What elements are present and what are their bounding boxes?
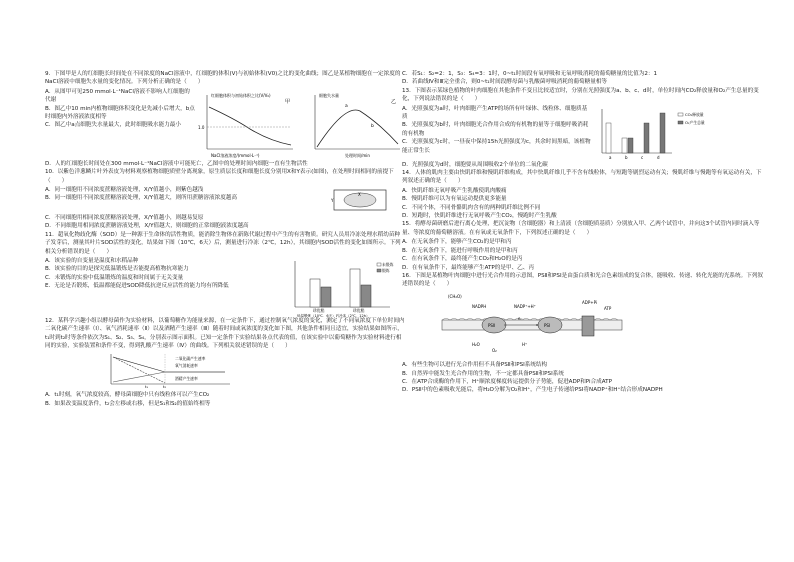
q14-option-b: B．慢肌纤维可以为有氧运动提供更多能量 bbox=[402, 196, 507, 203]
q11-bar-chart bbox=[285, 257, 400, 317]
q10-option-a: A．同一细胞用不同浓度蔗糖溶液处理，X/Y值越小，则紫色越浅 bbox=[45, 187, 204, 194]
q10-option-b: B．同一细胞用不同浓度蔗糖溶液处理，X/Y值越大，则所用蔗糖溶液浓度越高 bbox=[45, 195, 237, 202]
q12-line-2-label: 氧气消耗速率 bbox=[175, 362, 198, 368]
q14-stem: 14．人体的肌肉主要由快肌纤维和慢肌纤维构成，其中快肌纤维几乎不含有线粒体，与短跑等剧烈运动有关；慢肌纤维与慢跑等有氧运动有关，下列叙述正确的是（ ） bbox=[402, 170, 762, 185]
q13-bar-co2-b bbox=[622, 138, 627, 153]
q9-stem: 9．下图甲是人的红细胞长时间处在不同浓度的NaCl溶液中，红细胞的体积(V)与初始体积(V0)之比的变化曲线；图乙是某植物细胞在一定浓度的NaCl溶液中细胞失水量的变化情况。下列分析正确的是（ ） bbox=[45, 71, 401, 86]
q10-y-label: Y bbox=[331, 198, 334, 204]
q12-stem: 12．某科学兴趣小组以酵母菌作为实验材料，以葡萄糖作为能量来源，在一定条件下，通过控制氧气浓度的变化，测定了不同氧浓度下单位时间内二氧化碳产生速率（Ⅰ）、氧气消耗速率（Ⅱ）以及酒精产生速率（Ⅲ）随着时间或氧浓度的变化如下图，其他条件相同且适宜，实验结果如图所示，t₁时到t₂时等条件依次为S₁、S₂、S₃、S₄，分别表示图示面积。已知一定条件下实验结果各点代表的值，在该实验中以葡萄糖作为实验材料进行相同的实验，实验装置和条件不变，得到乳酸产生速率（Ⅳ）的曲线。下列相关叙述错误的是（ ） bbox=[45, 318, 405, 350]
q14-option-d: D．短跑时，快肌纤维进行无氧呼吸产生CO₂，慢跑时产生乳酸 bbox=[402, 213, 557, 220]
q15-option-d: D．在有氧条件下，最终能够产生ATP的是甲、乙、丙 bbox=[402, 264, 534, 271]
q16-psii-label: PSⅡ bbox=[488, 322, 495, 328]
q9-jia-ylabel: 红细胞体积与初始体积之比(V/V₀) bbox=[211, 92, 271, 98]
q9-jia-curve bbox=[209, 107, 291, 145]
q16-option-a: A．有些生物可以进行光合作用但不具备PSⅡ和PSⅠ系统结构 bbox=[402, 362, 548, 369]
q11-legend-1: 未锻炼 bbox=[382, 262, 394, 268]
q13-category-b: b bbox=[625, 154, 628, 160]
q15-option-c: C．在有氧条件下，最终能产生CO₂和H₂O的是丙 bbox=[402, 256, 523, 263]
q12-option-c: C．若S₁：S₂=2：1，S₃：S₄=3：1时，0~t₁时间段有氧呼吸和无氧呼吸消耗的葡萄糖量的比值为2：1 bbox=[402, 71, 658, 77]
q13-option-b: B．光照强度为b时，叶肉细胞光合作用合成的有机物的量等于细胞呼吸消耗的有机物 bbox=[402, 122, 589, 137]
q12-option-b: B．如果改变温度条件，t₂会左移或右移，但是S₁和S₂的值始终相等 bbox=[45, 400, 211, 407]
q15-option-a: A．在无氧条件下，能够产生CO₂的是甲和丙 bbox=[402, 239, 512, 246]
q13-option-c: C．光照强度为c时，一昼夜中保持15h光照强度为c，其余时间黑暗，该植物能正常生长 bbox=[402, 139, 591, 154]
q12-line-3-label: 酒精产生速率 bbox=[175, 375, 198, 381]
q11-cat-2: 珍优稻 bbox=[353, 308, 365, 314]
q13-category-a: a bbox=[609, 154, 612, 160]
q16-thylakoid-figure bbox=[432, 290, 632, 358]
q10-x-label: X bbox=[358, 192, 361, 198]
question-9 bbox=[45, 70, 405, 168]
q13-option-d: D．光照强度为d时，细胞要从周围吸收2个单位的二氧化碳 bbox=[402, 161, 548, 168]
q11-bar-2b bbox=[361, 285, 371, 307]
q12-option-a: A．t₁时刻，氧气浓度较高，酵母菌细胞中只有线粒体可以产生CO₂ bbox=[45, 392, 210, 399]
left-column bbox=[45, 70, 405, 408]
q10-cell-figure bbox=[330, 186, 390, 214]
q13-bar-co2-a bbox=[606, 123, 611, 153]
q16-atp-synthase-shape bbox=[582, 316, 594, 336]
q11-bar-2a bbox=[350, 269, 360, 307]
q11-bar-1b bbox=[321, 287, 331, 307]
question-16 bbox=[402, 272, 764, 395]
q13-bar-chart bbox=[592, 105, 712, 161]
question-12 bbox=[45, 317, 405, 408]
q13-bar-o2-b bbox=[628, 138, 633, 153]
q13-bar-o2-c bbox=[644, 123, 649, 153]
q13-legend-o2: O₂产生总量 bbox=[685, 119, 705, 125]
q13-bar-o2-d bbox=[660, 113, 665, 153]
q15-option-b: B．在无氧条件下，能进行呼吸作用的是甲和丙 bbox=[402, 247, 518, 254]
q16-option-d: D．PSⅡ中的色素吸收光能后，将H₂O分解为O₂和H⁺，产生电子传递给PSⅠ将NADP⁺和H⁺结合形成NADPH bbox=[402, 387, 663, 394]
question-15 bbox=[402, 220, 764, 271]
question-14 bbox=[402, 169, 764, 220]
question-13 bbox=[402, 87, 764, 169]
q16-option-b: B．自然界中能发生光合作用的生物，不一定都具备PSⅡ和PSⅠ系统 bbox=[402, 370, 564, 377]
q10-option-d: D．不同细胞用相同浓度蔗糖溶液处理，X/Y值越大，则细胞的正常细胞液浓度越高 bbox=[45, 223, 249, 230]
q9-yi-ylabel: 细胞失水量 bbox=[319, 92, 339, 98]
q9-yi-curve bbox=[317, 110, 398, 147]
q13-category-d: d bbox=[657, 154, 660, 160]
q13-legend-co2: CO₂释放量 bbox=[685, 111, 704, 117]
q10-option-c: C．不同细胞用相同浓度蔗糖溶液处理，X/Y值越小，则越易复原 bbox=[45, 215, 204, 222]
q16-atp-label: ATP bbox=[604, 305, 612, 311]
q11-legend-2: 锻炼 bbox=[382, 268, 390, 274]
q16-stem: 16．下图是某植物叶肉细胞中进行光合作用的示意图，PSⅡ和PSⅠ是由蛋白质和光合色素组成的复合体，能吸收、传递、转化光能的光系统。下列叙述错误的是（ ） bbox=[402, 272, 763, 288]
q16-option-c: C．在ATP合成酶的作用下，H⁺顺浓度梯度转运提供分子势能，促进ADP和Pi合成ATP bbox=[402, 378, 612, 385]
q11-stem: 11．超氧化物歧化酶（SOD）是一种源于生命体的活性物质，能消除生物体在新陈代谢过程中产生的有害物质。研究人员用冷冻处理水稻幼苗种子发芽后，测量其叶片SOD活性的变化，结果如下图（10℃，6天）后，测量进行冷冻（2℃，12h），其细胞内SOD活性的变化如图所示。下列相关分析错误的是（ ） bbox=[45, 231, 401, 255]
q16-h2o-label: H₂O bbox=[472, 341, 480, 347]
q14-option-a: A．快肌纤维无氧呼吸产生乳酸使肌肉酸痛 bbox=[402, 187, 507, 194]
q9-yi-b: b bbox=[371, 123, 374, 129]
q9-jia-tag: 甲 bbox=[285, 98, 291, 105]
right-column bbox=[402, 70, 764, 395]
q11-bar-1a bbox=[310, 279, 320, 307]
q9-jia-ymark: 1.0 bbox=[198, 124, 205, 130]
q11-option-c: C．未锻炼的实验中低温锻炼的温度和时间属于无关变量 bbox=[45, 274, 184, 281]
q9-yi-xlabel: 处理时间/min bbox=[345, 152, 370, 158]
q16-nadph-label: NADPH bbox=[472, 303, 487, 309]
q16-nadp-label: NADP⁺+H⁺ bbox=[514, 303, 536, 309]
q11-option-d: E．无论是否锻炼，低温都能促进SOD降低抗逆反应活性的能力均有所降低 bbox=[45, 283, 229, 290]
q9-figures bbox=[195, 89, 405, 159]
q16-psi-label: PSⅠ bbox=[544, 322, 551, 328]
q11-caption: 低温锻炼（10℃，6天）后冷冻（2℃，12h） bbox=[297, 314, 370, 318]
q13-category-c: c bbox=[641, 154, 644, 160]
q9-option-c: C．图乙中a点细胞失水量最大，此时细胞吸水能力最小 bbox=[45, 122, 181, 129]
q12-line-1-label: 二氧化碳产生速率 bbox=[175, 355, 206, 361]
q15-stem: 15．将酵母菌研磨后进行离心处理，把沉淀物（含细胞器）和上清液（含细胞质基质）分别放入甲、乙两个试管中，并向这3个试管内同时滴入等量、等浓度的葡萄糖溶液。在有氧或无氧条件下，下列叙述正确的是（ ） bbox=[402, 221, 760, 236]
q9-option-b: B．图乙中10 min内植物细胞体积变化是先减小后增大，b点时细胞内外溶液浓度相等 bbox=[45, 105, 195, 121]
q11-option-b: B．该实验的目的是探究低温锻炼是否能提高植物抗寒能力 bbox=[45, 266, 189, 273]
q9-figure-svg bbox=[195, 89, 405, 159]
q9-option-a: A．从图甲可见250 mmol·L⁻¹NaCl溶液不影响人红细胞的代谢 bbox=[45, 88, 190, 104]
q16-adp-label: ADP+Pi bbox=[582, 299, 598, 305]
q16-ch2o-label: (CH₂O) bbox=[448, 293, 462, 299]
q13-stem: 13．下图表示某绿色植物的叶肉细胞在其他条件不变且比较适宜时，分别在光照强度为a、b、c、d时，单位时间内CO₂释放量和O₂产生总量的变化，下列说法错误的是（ ） bbox=[402, 87, 759, 103]
q10-stem: 10．以紫色洋葱鳞片叶外表皮为材料观察植物细胞质壁分离现象，原生质层长度和细胞长度分别用X和Y表示(如图)，在处理时间相同的前提下（ ） bbox=[45, 169, 394, 184]
q11-cat-1: 珍优稻 bbox=[313, 308, 325, 314]
q16-e-label: e⁻ bbox=[518, 315, 523, 321]
q9-jia-xlabel: NaCl溶液浓度/(mmol·L⁻¹) bbox=[211, 152, 260, 158]
q13-option-a: A．光照强度为a时，叶肉细胞产生ATP的场所有叶绿体、线粒体、细胞质基质 bbox=[402, 105, 588, 121]
q16-o2-label: O₂ bbox=[492, 347, 497, 353]
question-10 bbox=[45, 168, 405, 231]
q9-option-d: D．人的红细胞长时间处在300 mmol·L⁻¹NaCl溶液中可能死亡，乙图中的处理时间内细胞一直有生物活性 bbox=[45, 160, 308, 167]
q9-yi-tag: 乙 bbox=[391, 98, 397, 105]
q12-t2: t₂ bbox=[163, 383, 167, 388]
q14-option-c: C．不同个体，不同骨骼肌肉含有的两种肌纤维比例不同 bbox=[402, 204, 541, 211]
q12-t1: t₁ bbox=[145, 383, 149, 388]
q12-option-d: D．若曲线Ⅳ和Ⅲ完全重合，则0~t₁时间段酵母菌与乳酸菌呼吸消耗的葡萄糖量相等 bbox=[402, 79, 608, 86]
question-11 bbox=[45, 231, 405, 317]
q9-yi-a: a bbox=[345, 103, 348, 109]
q11-option-a: A．该实验的自变量是温度和水稻品种 bbox=[45, 258, 139, 265]
q16-h-label: H⁺ bbox=[522, 341, 528, 347]
q12-figure bbox=[105, 352, 235, 388]
